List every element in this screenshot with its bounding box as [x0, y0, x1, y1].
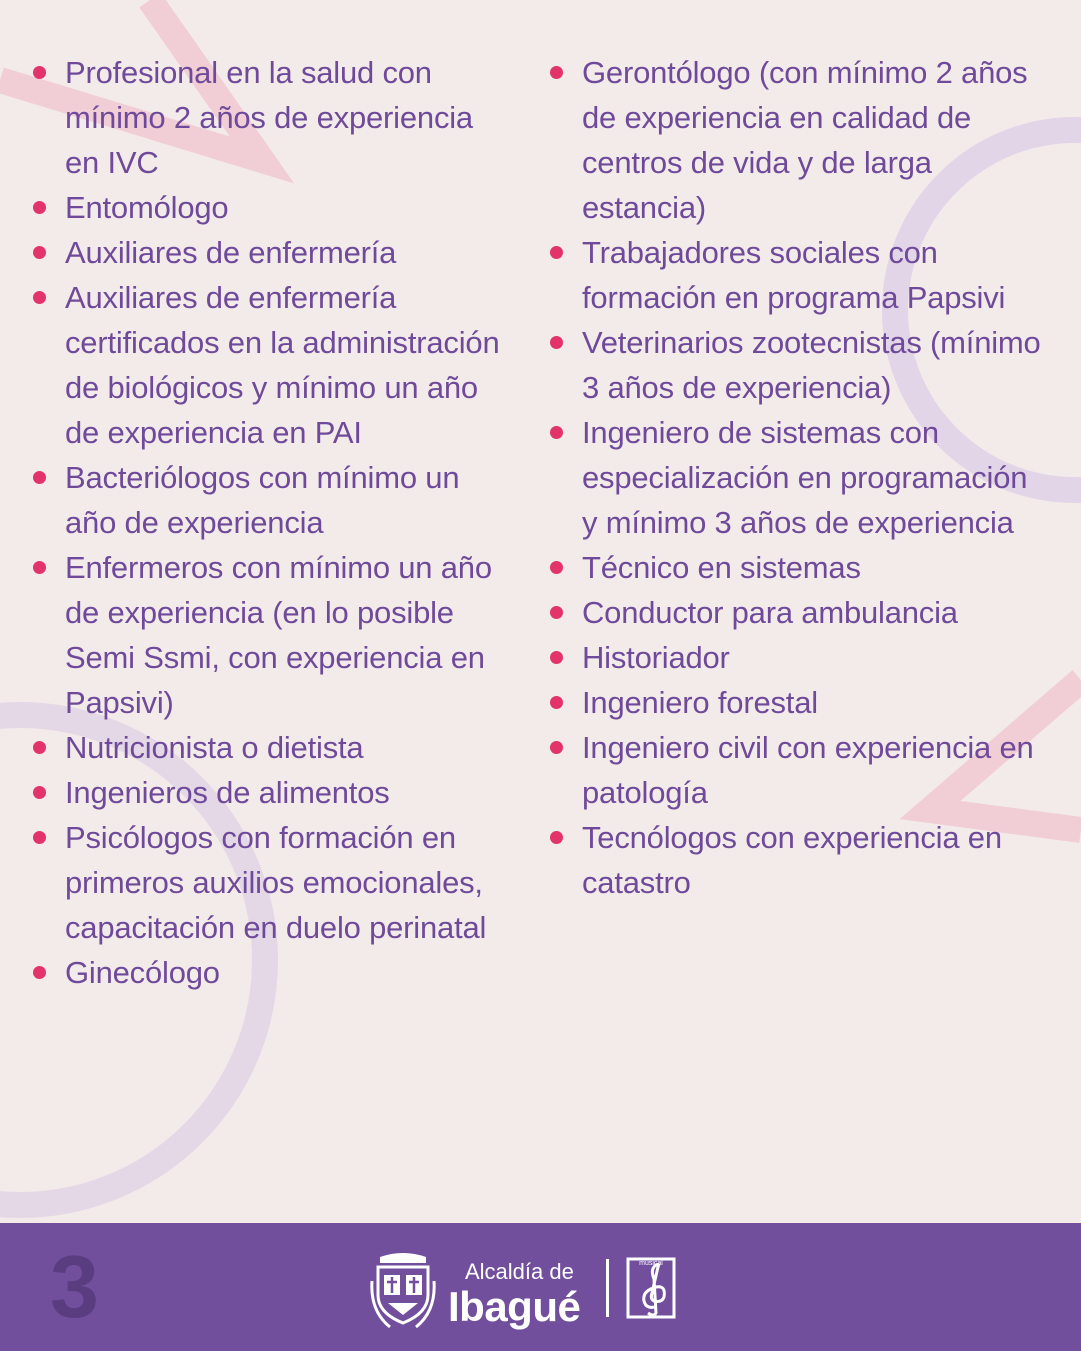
list-item [547, 725, 1047, 815]
list-item-text: Tecnólogos con experiencia en catastro [582, 820, 1002, 900]
brand-top-text: Alcaldía de [465, 1259, 574, 1284]
bullet-icon [33, 201, 46, 214]
list-item-text: Auxiliares de enfermería certificados en la administración de biológicos y mínimo un año de experiencia en PAI [65, 280, 500, 450]
list-item-text: Auxiliares de enfermería [65, 235, 397, 270]
bullet-icon [33, 291, 46, 304]
list-item-text: Ingeniero forestal [582, 685, 818, 720]
list-item [30, 455, 510, 545]
list-item [30, 950, 510, 995]
list-item [547, 320, 1047, 410]
bullet-icon [550, 336, 563, 349]
list-item-text: Conductor para ambulancia [582, 595, 958, 630]
bullet-icon [33, 561, 46, 574]
list-item-text: Ingeniero de sistemas con especialización en programación y mínimo 3 años de experiencia [582, 415, 1028, 540]
list-item-text: Ginecólogo [65, 955, 220, 990]
list-item-text: Ingenieros de alimentos [65, 775, 390, 810]
right-profession-list [547, 50, 1047, 905]
footer-bar [0, 1223, 1081, 1351]
list-item-text: Entomólogo [65, 190, 229, 225]
bullet-icon [550, 831, 563, 844]
list-item [30, 275, 510, 455]
list-item [30, 50, 510, 185]
bullet-icon [550, 696, 563, 709]
list-item-text: Enfermeros con mínimo un año de experiencia (en lo posible Semi Ssmi, con experiencia en Papsivi) [65, 550, 492, 720]
list-item [547, 635, 1047, 680]
list-item [547, 545, 1047, 590]
list-item [30, 770, 510, 815]
list-item-text: Ingeniero civil con experiencia en patología [582, 730, 1034, 810]
alcaldia-logo [370, 1249, 690, 1333]
list-item [30, 545, 510, 725]
list-item-text: Nutricionista o dietista [65, 730, 364, 765]
bullet-icon [550, 561, 563, 574]
list-item-text: Veterinarios zootecnistas (mínimo 3 años de experiencia) [582, 325, 1041, 405]
bullet-icon [33, 786, 46, 799]
logo-divider [606, 1259, 609, 1317]
bullet-icon [33, 246, 46, 259]
left-profession-list [30, 50, 510, 995]
list-item-text: Técnico en sistemas [582, 550, 861, 585]
bullet-icon [33, 741, 46, 754]
bullet-icon [550, 606, 563, 619]
list-item-text: Bacteriólogos con mínimo un año de experiencia [65, 460, 460, 540]
list-item [30, 815, 510, 950]
list-item [547, 50, 1047, 230]
list-item [547, 230, 1047, 320]
list-item [547, 680, 1047, 725]
list-item-text: Psicólogos con formación en primeros auxilios emocionales, capacitación en duelo perinatal [65, 820, 487, 945]
list-item [547, 815, 1047, 905]
bullet-icon [550, 426, 563, 439]
page-number: 3 [50, 1237, 99, 1336]
list-item [30, 230, 510, 275]
bullet-icon [550, 651, 563, 664]
list-item [30, 185, 510, 230]
list-item-text: Profesional en la salud con mínimo 2 años de experiencia en IVC [65, 55, 473, 180]
bullet-icon [550, 741, 563, 754]
bullet-icon [33, 831, 46, 844]
city-crest-icon [370, 1251, 436, 1331]
brand-main-text: Ibagué [448, 1283, 581, 1330]
bullet-icon [33, 66, 46, 79]
list-item-text: Gerontólogo (con mínimo 2 años de experiencia en calidad de centros de vida y de larga estancia) [582, 55, 1028, 225]
bullet-icon [550, 246, 563, 259]
bullet-icon [550, 66, 563, 79]
treble-clef-icon [626, 1257, 676, 1319]
bullet-icon [33, 966, 46, 979]
list-item [30, 725, 510, 770]
list-item-text: Historiador [582, 640, 730, 675]
list-item-text: Trabajadores sociales con formación en programa Papsivi [582, 235, 1006, 315]
list-item [547, 410, 1047, 545]
musical-label: musical [639, 1260, 663, 1267]
list-item [547, 590, 1047, 635]
bullet-icon [33, 471, 46, 484]
